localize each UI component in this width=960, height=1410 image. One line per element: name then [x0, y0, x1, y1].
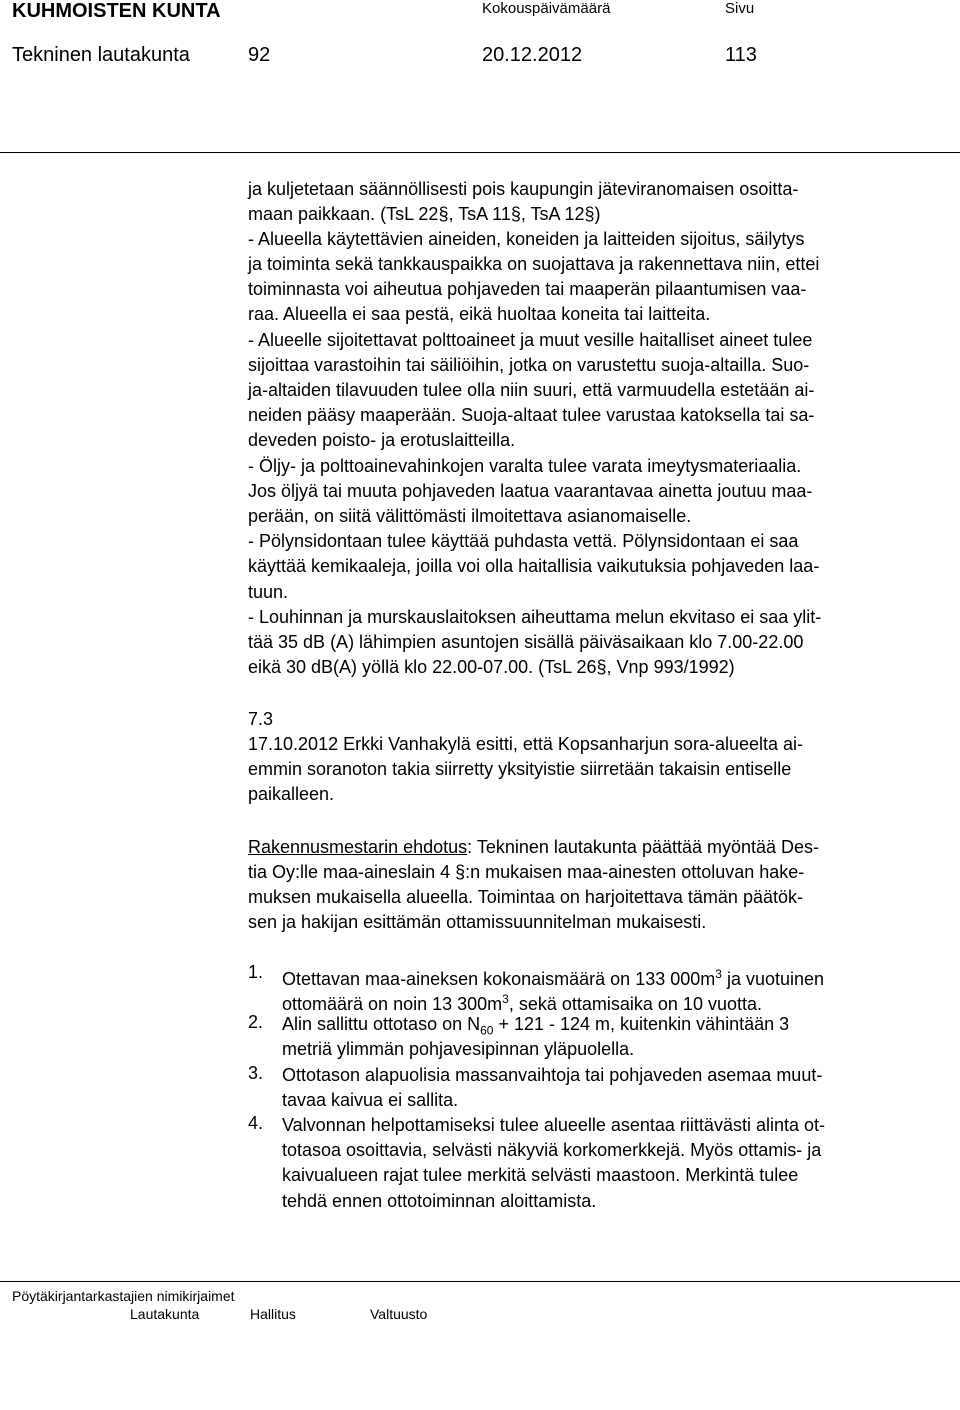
page-number: 113: [725, 44, 757, 66]
body-line: eikä 30 dB(A) yöllä klo 22.00-07.00. (TsL 26§, Vnp 993/1992): [248, 657, 735, 677]
body-line: - Alueelle sijoitettavat polttoaineet ja muut vesille haitalliset aineet tulee: [248, 330, 813, 350]
header-divider: [0, 152, 960, 153]
footer-col-hallitus: Hallitus: [250, 1306, 296, 1322]
body-line: maan paikkaan. (TsL 22§, TsA 11§, TsA 12§): [248, 204, 601, 224]
list-number: 3.: [248, 1063, 264, 1083]
body-line: ja kuljetetaan säännöllisesti pois kaupungin jäteviranomaisen osoitta-: [248, 179, 799, 199]
list-number: 4.: [248, 1113, 264, 1133]
proposal-line: tia Oy:lle maa-aineslain 4 §:n mukaisen maa-ainesten ottoluvan hake-: [248, 862, 805, 882]
meeting-date: 20.12.2012: [482, 44, 583, 66]
footer-divider: [0, 1281, 960, 1282]
body-line: tää 35 dB (A) lähimpien asuntojen sisällä päiväsaikaan klo 7.00-22.00: [248, 632, 804, 652]
section-line: paikalleen.: [248, 784, 335, 804]
list-item-line: Ottotason alapuolisia massanvaihtoja tai pohjaveden asemaa muut-: [282, 1065, 823, 1085]
proposal-line: muksen mukaisella alueella. Toimintaa on harjoitettava tämän päätök-: [248, 887, 803, 907]
body-line: ja toiminta sekä tankkauspaikka on suojattava ja rakennettava niin, ettei: [248, 254, 820, 274]
proposal-line: sen ja hakijan esittämän ottamissuunnitelman mukaisesti.: [248, 912, 707, 932]
list-item-line: tehdä ennen ottotoiminnan aloittamista.: [282, 1191, 597, 1211]
proposal-first-rest: : Tekninen lautakunta päättää myöntää Des-: [467, 837, 820, 857]
body-line: - Pölynsidontaan tulee käyttää puhdasta vettä. Pölynsidontaan ei saa: [248, 531, 799, 551]
list-item-line: ottomäärä on noin 13 $300m^3$, sekä ottamisaika on 10 vuotta.: [282, 992, 762, 1014]
body-line: - Öljy- ja polttoainevahinkojen varalta tulee varata imeytysmateriaalia.: [248, 456, 802, 476]
body-line: toiminnasta voi aiheutua pohjaveden tai maaperän pilaantumisen vaa-: [248, 279, 807, 299]
body-line: - Alueella käytettävien aineiden, koneiden ja laitteiden sijoitus, säilytys: [248, 229, 805, 249]
list-item-line: metriä ylimmän pohjavesipinnan yläpuolella.: [282, 1039, 635, 1059]
body-line: käyttää kemikaaleja, joilla voi olla haitallisia vaikutuksia pohjaveden laa-: [248, 556, 820, 576]
meeting-date-label: Kokouspäivämäärä: [482, 0, 611, 17]
body-line: tuun.: [248, 582, 289, 602]
body-line: ja-altaiden tilavuuden tulee olla niin suuri, että varmuudella estetään ai-: [248, 380, 815, 400]
section-line: emmin soranoton takia siirretty yksityistie siirretään takaisin entiselle: [248, 759, 792, 779]
list-item-line: Otettavan maa-aineksen kokonaismäärä on 133 $000m^3$ ja vuotuinen: [282, 967, 825, 989]
page-label: Sivu: [725, 0, 755, 17]
list-item-line: totasoa osoittavia, selvästi näkyviä korkomerkkejä. Myös ottamis- ja: [282, 1140, 822, 1160]
body-line: raa. Alueella ei saa pestä, eikä huoltaa koneita tai laitteita.: [248, 304, 711, 324]
section-line: 17.10.2012 Erkki Vanhakylä esitti, että Kopsanharjun sora-alueelta ai-: [248, 734, 804, 754]
list-number: 1.: [248, 962, 264, 982]
body-line: - Louhinnan ja murskauslaitoksen aiheuttama melun ekvitaso ei saa ylit-: [248, 607, 822, 627]
footer-title: Pöytäkirjantarkastajien nimikirjaimet: [12, 1288, 235, 1304]
footer-col-lautakunta: Lautakunta: [130, 1306, 200, 1322]
list-item-line: tavaa kaivua ei sallita.: [282, 1090, 459, 1110]
footer-col-valtuusto: Valtuusto: [370, 1306, 428, 1322]
list-number: 2.: [248, 1012, 264, 1032]
proposal-label: Rakennusmestarin ehdotus: [248, 837, 468, 857]
list-item-line: Valvonnan helpottamiseksi tulee alueelle asentaa riittävästi alinta ot-: [282, 1115, 825, 1135]
organization-name: KUHMOISTEN KUNTA: [12, 0, 221, 22]
board-name: Tekninen lautakunta: [12, 44, 190, 66]
body-line: perään, on siitä välittömästi ilmoitettava asianomaiselle.: [248, 506, 692, 526]
list-item-line: Alin sallittu ottotaso on $N_{60} + 121 - 124$ m, kuitenkin vähintään 3: [282, 1014, 790, 1038]
body-line: deveden poisto- ja erotuslaitteilla.: [248, 430, 516, 450]
section-id: 7.3: [248, 709, 274, 729]
body-line: sijoittaa varastoihin tai säiliöihin, jotka on varustettu suoja-altailla. Suo-: [248, 355, 810, 375]
list-item-line: kaivualueen rajat tulee merkitä selvästi maastoon. Merkintä tulee: [282, 1165, 799, 1185]
section-number: 92: [248, 44, 271, 66]
body-line: neiden pääsy maaperään. Suoja-altaat tulee varustaa katoksella tai sa-: [248, 405, 815, 425]
body-line: Jos öljyä tai muuta pohjaveden laatua vaarantavaa ainetta joutuu maa-: [248, 481, 813, 501]
proposal-first-line: [248, 835, 819, 860]
